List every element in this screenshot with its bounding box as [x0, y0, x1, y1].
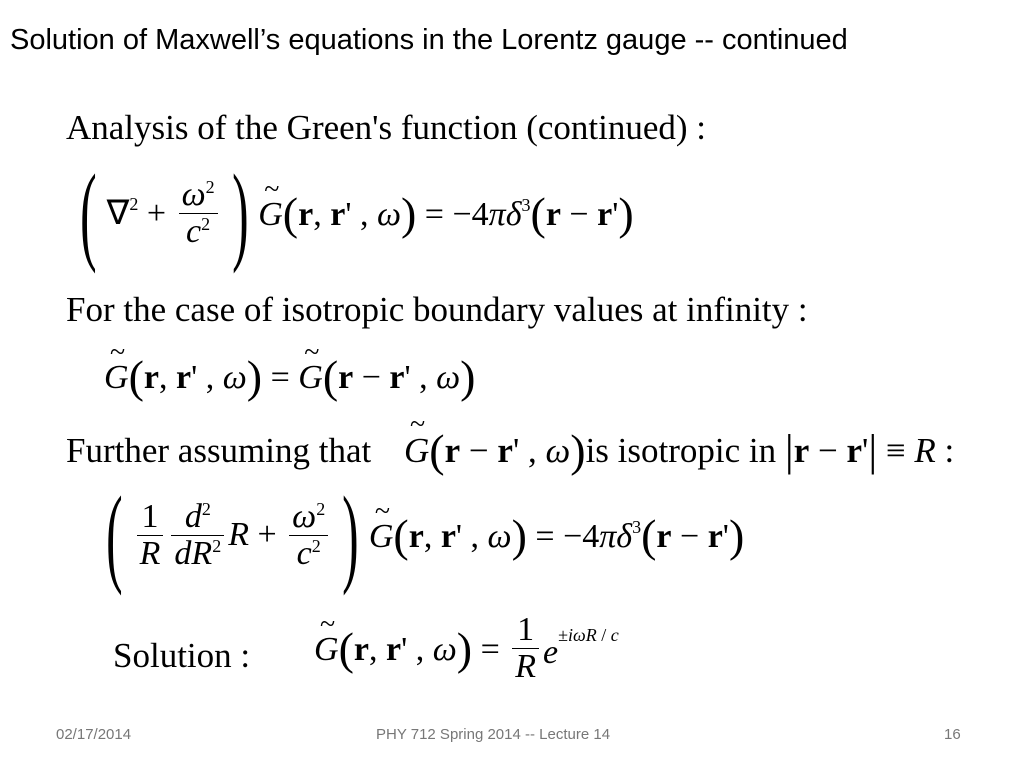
further-assuming-text: Further assuming that: [66, 431, 372, 470]
solution-equation: ~ G(r, r' , ω) = $\frac{1}{R}$ $e^{\pm i\omega R / c}$: [314, 612, 619, 684]
radial-equation: ( $\frac{1}{R}$ $\frac{d^2}{dR^2}$ R + $\frac{\omega^2}{c^2}$ )~ G(r, r' , $\omega) = -4\pi\delta^3(r - r')$: [96, 480, 744, 595]
footer-course: PHY 712 Spring 2014 -- Lecture 14: [376, 726, 611, 743]
helmholtz-equation: ( ∇$^2$ + $\frac{\omega^2}{c^2}$ )~ G(r, r' , $\omega) = -4\pi\delta^3(r - r')$: [70, 158, 634, 273]
footer-date: 02/17/2014: [56, 726, 132, 743]
green-function-translation: ~ G(r, r' , ω) = ~ G(r − r' , ω): [104, 350, 476, 403]
further-assuming-line: Further assuming that ~ G(r − r' , ω)is isotropic in |r − r'| ≡ R :: [66, 424, 954, 477]
colon-text: :: [944, 431, 955, 470]
analysis-heading: Analysis of the Green's function (continued) :: [66, 108, 707, 147]
isotropic-in-text: is isotropic in: [585, 431, 777, 470]
footer-page-number: 16: [944, 726, 961, 743]
slide-title: Solution of Maxwell’s equations in the Lorentz gauge -- continued: [10, 24, 848, 56]
solution-label: Solution :: [113, 636, 251, 675]
isotropic-boundary-text: For the case of isotropic boundary values at infinity :: [66, 290, 808, 329]
